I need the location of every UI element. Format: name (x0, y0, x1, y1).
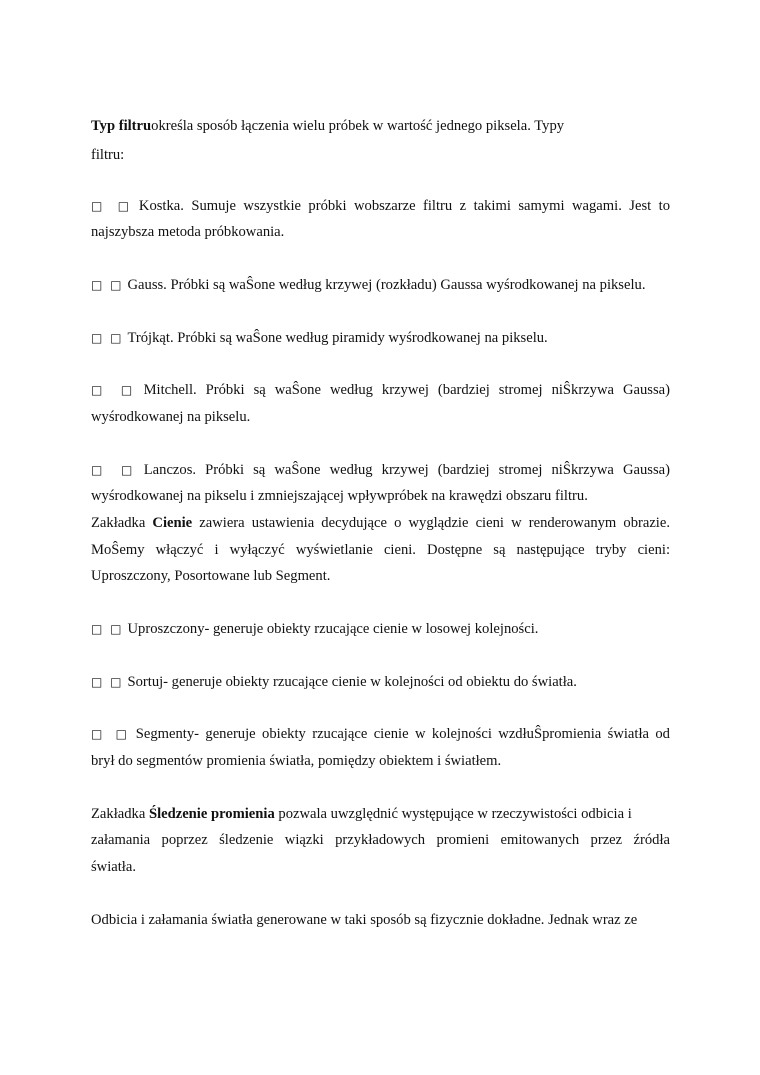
mode-uproszczony: □ □ Uproszczony- generuje obiekty rzucające cienie w losowej kolejności. (91, 621, 539, 637)
bullet-icon: □ □ (91, 463, 140, 477)
bullet-icon: □ □ (91, 675, 124, 689)
shadows-term: Cienie (152, 515, 193, 531)
filter-kostka: □ □ Kostka. Sumuje wszystkie próbki wobszarze filtru z takimi samymi wagami. Jest to (91, 198, 670, 214)
filter-gauss: □ □ Gauss. Próbki są waŜone według krzywej (rozkładu) Gaussa wyśrodkowanej na pikselu. (91, 277, 646, 293)
bullet-icon: □ □ (91, 331, 124, 345)
shadows-line-1: Zakładka Cienie zawiera ustawienia decydujące o wyglądzie cieni w renderowanym obrazie. (91, 515, 670, 531)
bullet-icon: □ □ (91, 199, 135, 213)
filter-trojkat: □ □ Trójkąt. Próbki są waŜone według piramidy wyśrodkowanej na pikselu. (91, 330, 548, 346)
mode-segmenty-cont: brył do segmentów promienia światła, pomiędzy obiektem i światłem. (91, 753, 502, 769)
intro-line-1 (91, 117, 670, 135)
intro-text: określa sposób łączenia wielu próbek w wartość jednego piksela. Typy (151, 118, 565, 134)
filter-lanczos: □ □ Lanczos. Próbki są waŜone według krzywej (bardziej stromej niŜkrzywa Gaussa) (91, 462, 670, 478)
filter-lanczos-cont: wyśrodkowanej na pikselu i zmniejszającej wpływpróbek na krawędzi obszaru filtru. (91, 488, 588, 504)
intro-term: Typ filtru (91, 118, 152, 134)
bullet-icon: □ □ (91, 727, 132, 741)
mode-segmenty: □ □ Segmenty- generuje obiekty rzucające cienie w kolejności wzdłuŜpromienia światła od (91, 726, 670, 742)
bullet-icon: □ □ (91, 622, 124, 636)
raytrace-line-2: załamania poprzez śledzenie wiązki przykładowych promieni emitowanych przez źródła (91, 832, 670, 848)
closing-line-1: Odbicia i załamania światła generowane w taki sposób są fizycznie dokładne. Jednak wraz ze (91, 912, 638, 928)
filter-mitchell-cont: wyśrodkowanej na pikselu. (91, 409, 251, 425)
shadows-line-2: MoŜemy włączyć i wyłączyć wyświetlanie cieni. Dostępne są następujące tryby cieni: (91, 542, 670, 558)
raytrace-line-1: Zakładka Śledzenie promienia pozwala uwzględnić występujące w rzeczywistości odbicia i (91, 806, 632, 822)
filter-kostka-cont: najszybsza metoda próbkowania. (91, 224, 285, 240)
raytrace-term: Śledzenie promienia (148, 806, 275, 822)
shadows-line-3: Uproszczony, Posortowane lub Segment. (91, 568, 331, 584)
raytrace-line-3: światła. (91, 859, 136, 875)
mode-sortuj: □ □ Sortuj- generuje obiekty rzucające cienie w kolejności od obiektu do światła. (91, 674, 577, 690)
filter-mitchell: □ □ Mitchell. Próbki są waŜone według krzywej (bardziej stromej niŜkrzywa Gaussa) (91, 382, 670, 398)
bullet-icon: □ □ (91, 383, 140, 397)
bullet-icon: □ □ (91, 278, 124, 292)
intro-line-2: filtru: (91, 147, 125, 163)
